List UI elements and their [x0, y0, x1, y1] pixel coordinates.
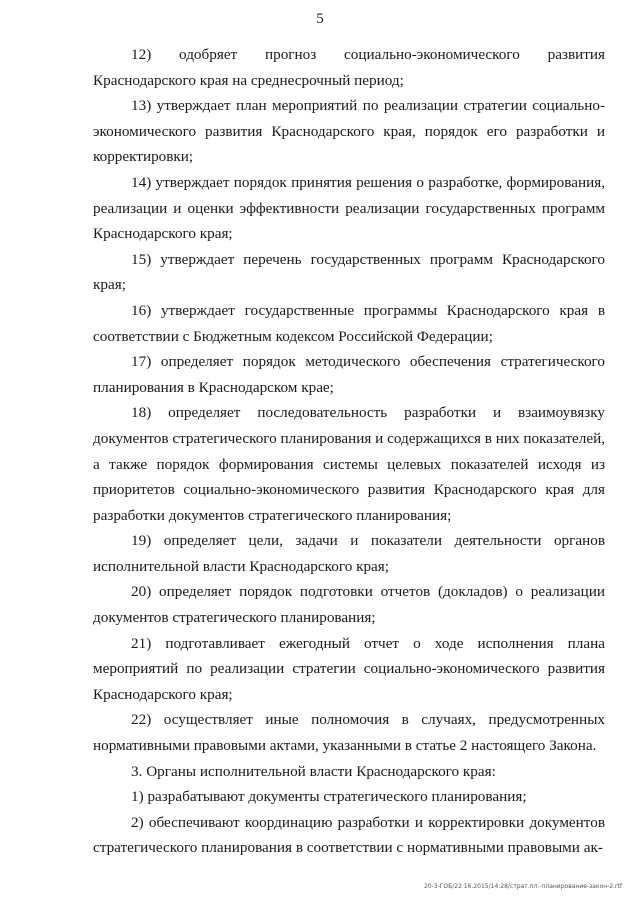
paragraph-item-16: 16) утверждает государственные программы Краснодарского края в соответствии с Бюджетным кодексом Российской Федерации;	[93, 301, 605, 345]
paragraph-item-19: 19) определяет цели, задачи и показатели деятельности органов исполнительной власти Краснодарского края;	[93, 532, 605, 575]
paragraph-item-14: 14) утверждает порядок принятия решения о разработке, формирования, реализации и оценки эффективности реализации государственных программ Краснодарского края;	[93, 173, 605, 243]
paragraph-item-21: 21) подготавливает ежегодный отчет о ходе исполнения плана мероприятий по реализации стратегии социально-экономического развития Краснодарского края;	[93, 634, 605, 703]
paragraph-item-12: 12) одобряет прогноз социально-экономического развития Краснодарского края на среднесрочный период;	[93, 46, 605, 89]
section-heading-3: 3. Органы исполнительной власти Краснодарского края:	[131, 762, 496, 780]
footer-file-stamp: 20-3-ГОБ/22 16.2015/14:28/страт.пл.-планирование-закон-2.rtf	[423, 883, 622, 890]
paragraph-item-13: 13) утверждает план мероприятий по реализации стратегии социально-экономического развития Краснодарского края, порядок его разработки и корректировки;	[93, 97, 605, 166]
paragraph-item-3-1: 1) разрабатывают документы стратегического планирования;	[131, 788, 527, 806]
paragraph-item-18: 18) определяет последовательность разработки и взаимоувязку документов стратегического планирования и содержащихся в них показателей, а также порядок формирования системы целевых показателей исходя из приоритетов социально-экономического развития Краснодарского края для разработки документов стратегического планирования;	[93, 404, 605, 524]
paragraph-item-22: 22) осуществляет иные полномочия в случаях, предусмотренных нормативными правовыми актами, указанными в статье 2 настоящего Закона.	[93, 711, 605, 755]
page-number: 5	[316, 11, 324, 27]
paragraph-item-20: 20) определяет порядок подготовки отчетов (докладов) о реализации документов стратегического планирования;	[93, 583, 605, 627]
paragraph-item-3-2: 2) обеспечивают координацию разработки и корректировки документов стратегического планирования в соответствии с нормативными правовыми ак-	[93, 813, 605, 857]
document-body	[93, 42, 605, 861]
paragraph-item-15: 15) утверждает перечень государственных программ Краснодарского края;	[93, 250, 605, 294]
paragraph-item-17: 17) определяет порядок методического обеспечения стратегического планирования в Краснодарском крае;	[93, 353, 605, 396]
